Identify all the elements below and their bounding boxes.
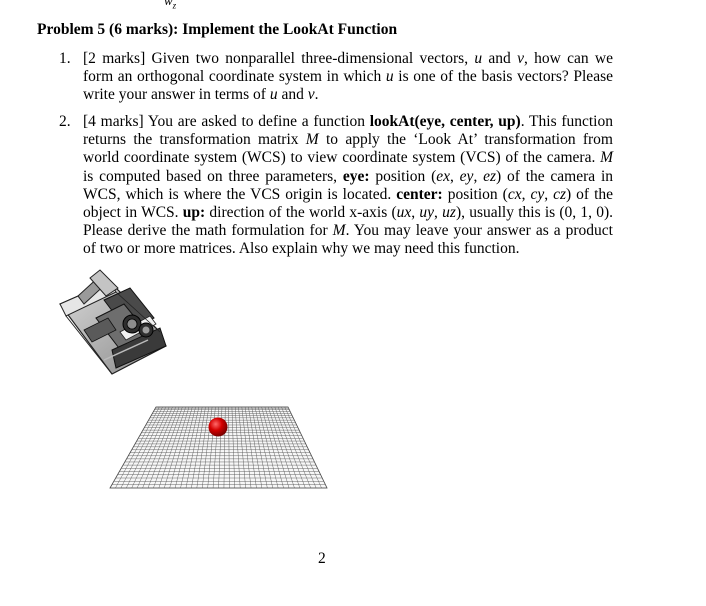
question-1-number: 1. xyxy=(59,50,71,67)
question-2-number: 2. xyxy=(59,113,71,130)
target-sphere xyxy=(209,418,228,437)
cut-off-header-fragment: $w_z$ xyxy=(164,0,177,11)
question-1-text: [2 marks] Given two nonparallel three-dimensional vectors, u and v, how can we form an orthogonal coordinate system in which u is one of the basis vectors? Please write your answer in terms of u and v. xyxy=(83,50,614,104)
page-number: 2 xyxy=(318,550,326,567)
camera-model xyxy=(60,270,166,374)
problem-title: Problem 5 (6 marks): Implement the LookAt Function xyxy=(37,21,398,38)
question-2-text: [4 marks] You are asked to define a function lookAt(eye, center, up). This function returns the transformation matrix M to apply the ‘Look At’ transformation from world coordinate system (WCS) to view coordinate system (VCS) of the camera. M is computed based on three parameters, eye: position (ex, ey, ez) of the camera in WCS, which is where the VCS origin is located. center: position (cx, cy, cz) of the object in WCS. up: direction of the world x-axis (ux, uy, uz), usually this is (0, 1, 0). Please derive the math formulation for M. You may leave your answer as a product of two or more matrices. Also explain why we may need this function. xyxy=(83,113,614,258)
